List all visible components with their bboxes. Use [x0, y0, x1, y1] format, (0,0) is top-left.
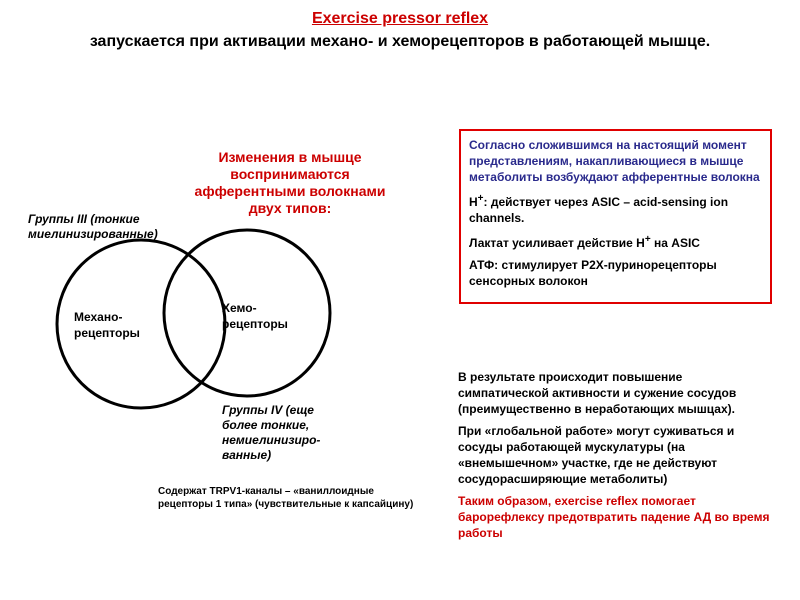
- box-h-ion: [469, 191, 762, 226]
- result-p2: При «глобальной работе» могут суживаться и сосуды работающей мускулатуры (на «внемышечном» участке, где не действуют сосудорасширяющие метаболиты): [458, 424, 735, 486]
- chemo-line1: Хемо-: [222, 301, 257, 315]
- trpv1-note: Содержат TRPV1-каналы – «ваниллоидные рецепторы 1 типа» (чувствительные к капсайцину): [158, 486, 414, 510]
- mechanoreceptor-label: [74, 309, 164, 341]
- result-text: [458, 369, 776, 547]
- box-lactate: [469, 232, 762, 251]
- result-p1: В результате происходит повышение симпатической активности и сужение сосудов (преимущественно в неработающих мышцах).: [458, 370, 737, 416]
- result-conclusion: Таким образом, exercise reflex помогает барорефлексу предотвратить падение АД во время работы: [458, 494, 770, 540]
- box-atp: АТФ: стимулирует P2X-пуринорецепторы сенсорных волокон: [469, 258, 717, 288]
- slide-subtitle: запускается при активации механо- и хеморецепторов в работающей мышце.: [89, 33, 711, 50]
- lactate-sup: +: [644, 234, 651, 245]
- chemo-line2: рецепторы: [222, 317, 288, 331]
- h-text: : действует через ASIC – acid-sensing ion channels.: [469, 195, 729, 225]
- lactate-text: Лактат усиливает действие H: [469, 236, 645, 250]
- slide-title: Exercise pressor reflex: [311, 10, 489, 27]
- h-prefix: H: [469, 195, 478, 209]
- mechano-line2: рецепторы: [74, 326, 140, 340]
- afferent-heading: Изменения в мышце воспринимаются афферентными волокнами двух типов:: [194, 149, 386, 216]
- chemoreceptor-label: [222, 300, 312, 332]
- group-iv-label: Группы IV (еще более тонкие, немиелинизиро-ванные): [222, 403, 321, 462]
- box-intro: Согласно сложившимся на настоящий момент представлениям, накапливающиеся в мышце метаболиты возбуждают афферентные волокна: [469, 138, 760, 184]
- h-sup: +: [477, 193, 484, 204]
- lactate-end: на ASIC: [650, 236, 700, 250]
- group-iii-label: Группы III (тонкие миелинизированные): [28, 212, 158, 241]
- mechano-line1: Механо-: [74, 310, 123, 324]
- metabolites-box: [459, 129, 772, 304]
